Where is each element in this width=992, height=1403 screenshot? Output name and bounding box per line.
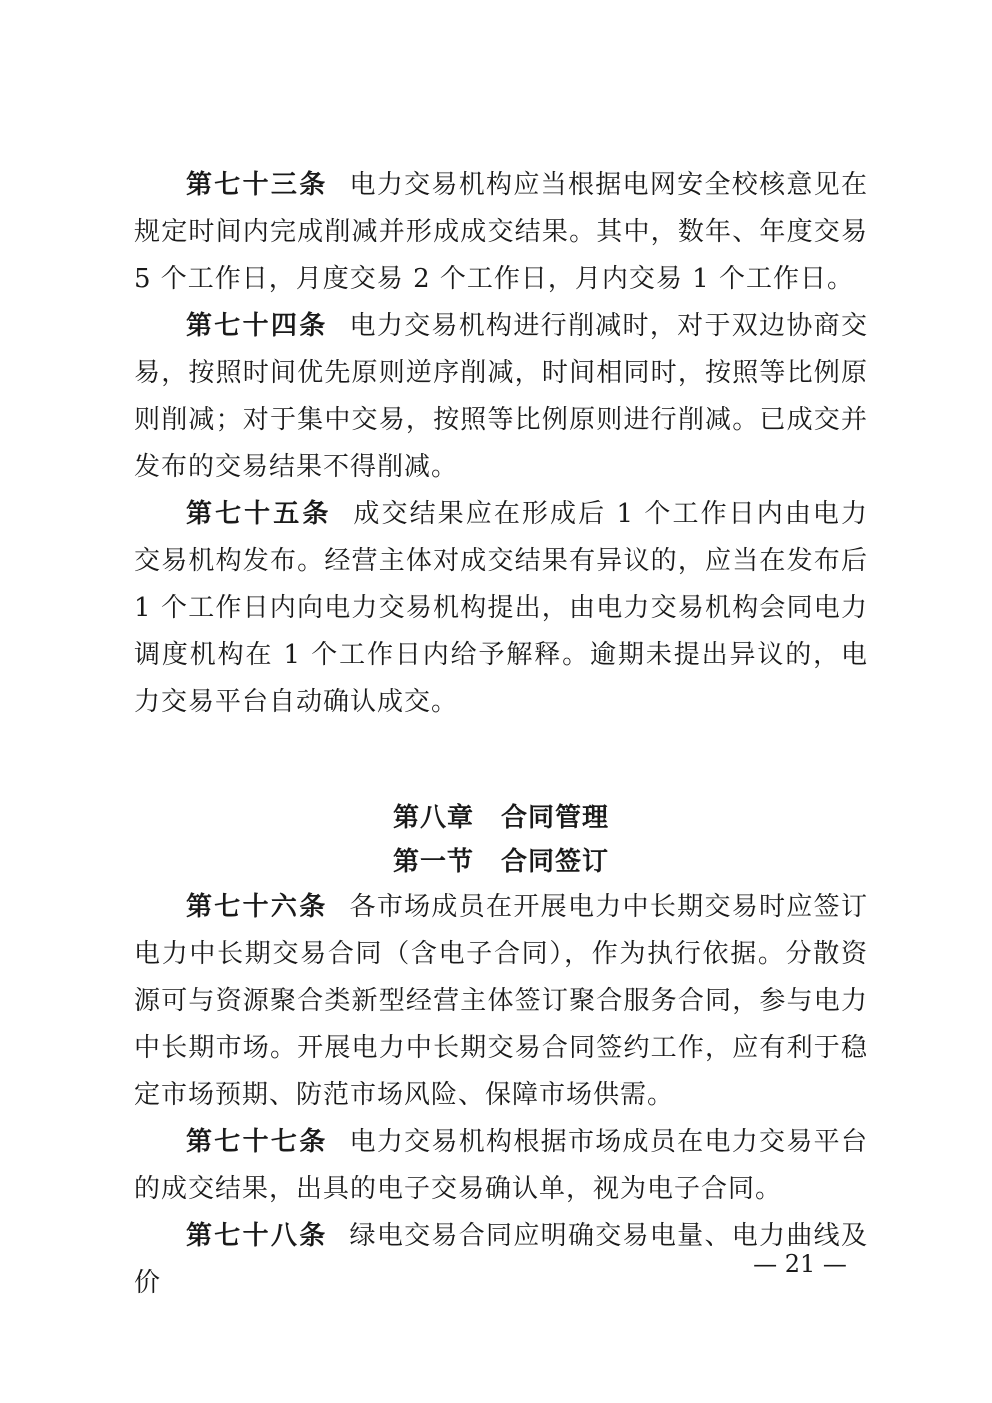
article-text: 电力交易机构应当根据电网安全校核意见在规定时间内完成削减并形成成交结果。其中，数年、年度交易 5 个工作日，月度交易 2 个工作日，月内交易 1 个工作日。 <box>134 170 868 294</box>
page-number: — 21 — <box>753 1250 847 1278</box>
article-74 <box>134 303 868 491</box>
article-text: 各市场成员在开展电力中长期交易时应签订电力中长期交易合同（含电子合同），作为执行依据。分散资源可与资源聚合类新型经营主体签订聚合服务合同，参与电力中长期市场。开展电力中长期交易合同签约工作，应有利于稳定市场预期、防范市场风险、保障市场供需。 <box>134 892 868 1110</box>
chapter-title: 第八章 合同管理 <box>392 803 609 833</box>
article-text: 电力交易机构进行削减时，对于双边协商交易，按照时间优先原则逆序削减，时间相同时，按照等比例原则削减；对于集中交易，按照等比例原则进行削减。已成交并发布的交易结果不得削减。 <box>134 311 868 482</box>
article-text: 电力交易机构根据市场成员在电力交易平台的成交结果，出具的电子交易确认单，视为电子合同。 <box>134 1127 868 1204</box>
article-number: 第七十三条 <box>186 170 328 200</box>
article-number: 第七十四条 <box>186 311 328 341</box>
article-75 <box>134 491 868 726</box>
article-76 <box>134 884 868 1119</box>
document-page <box>134 162 868 1307</box>
section-title: 第一节 合同签订 <box>392 847 609 877</box>
article-number: 第七十六条 <box>186 892 328 922</box>
chapter-spacer <box>134 726 868 796</box>
article-text: 绿电交易合同应明确交易电量、电力曲线及价 <box>134 1221 868 1298</box>
article-77 <box>134 1119 868 1213</box>
article-number: 第七十五条 <box>186 499 332 529</box>
article-number: 第七十八条 <box>186 1221 328 1251</box>
article-number: 第七十七条 <box>186 1127 328 1157</box>
article-73 <box>134 162 868 303</box>
article-text: 成交结果应在形成后 1 个工作日内由电力交易机构发布。经营主体对成交结果有异议的，应当在发布后 1 个工作日内向电力交易机构提出，由电力交易机构会同电力调度机构在 1 个工作日内给予解释。逾期未提出异议的，电力交易平台自动确认成交。 <box>134 499 868 717</box>
